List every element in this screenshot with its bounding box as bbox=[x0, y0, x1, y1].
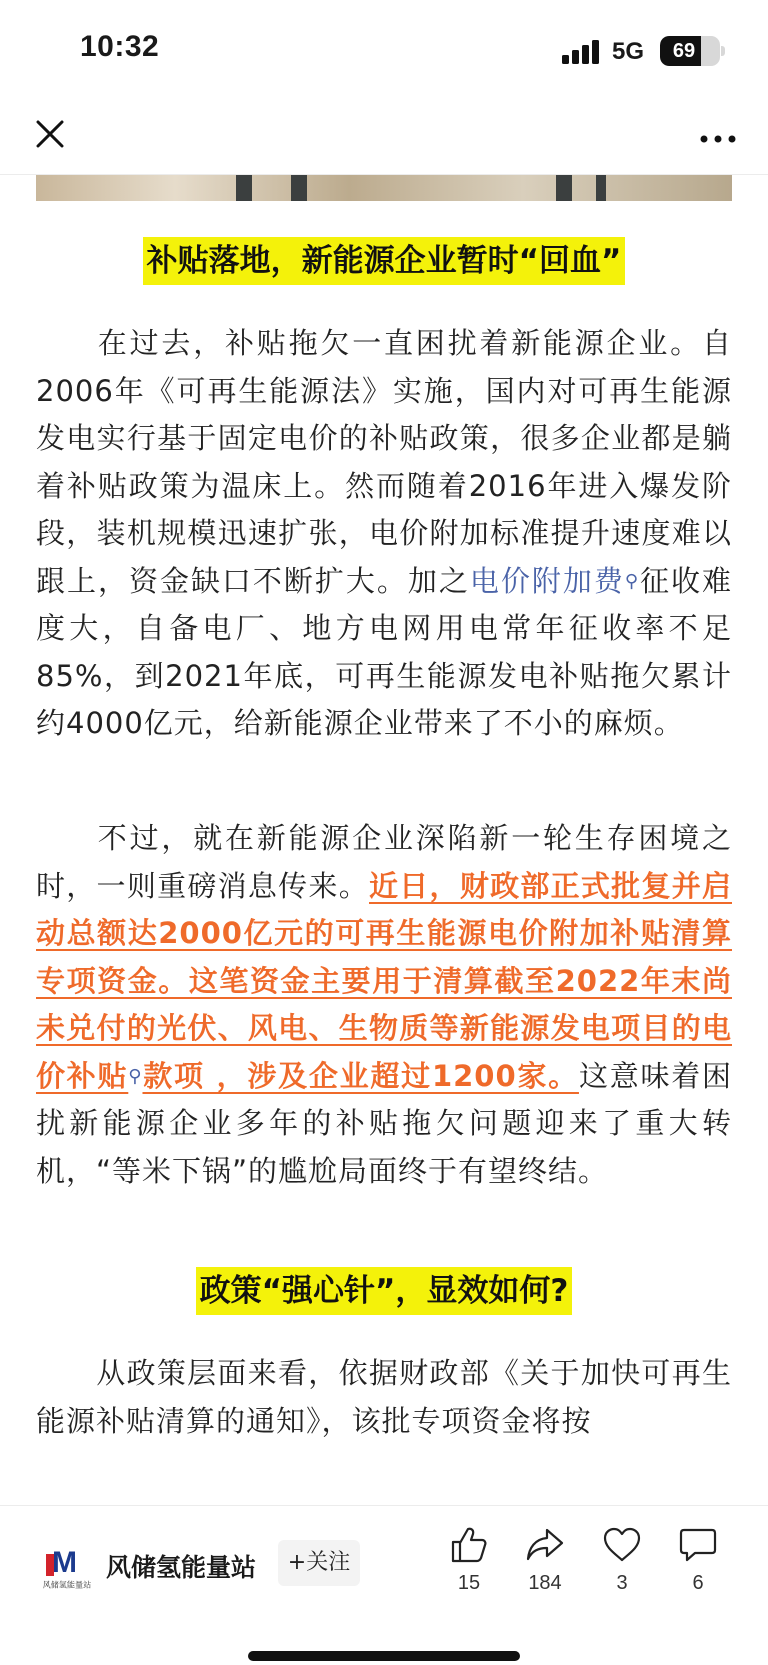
paragraph-3-text: 从政策层面来看，依据财政部《关于加快可再生能源补贴清算的通知》，该批专项资金将按 bbox=[36, 1356, 732, 1438]
share-icon bbox=[525, 1526, 565, 1564]
account-logo[interactable] bbox=[40, 1546, 92, 1596]
status-time: 10:32 bbox=[80, 30, 160, 63]
network-label: 5G bbox=[612, 38, 645, 65]
section-heading-1 bbox=[0, 235, 768, 280]
battery-value: 69 bbox=[672, 40, 696, 62]
link-electricity-surcharge[interactable]: 电价附加费 bbox=[469, 563, 625, 598]
search-icon[interactable]: ⚲ bbox=[128, 1065, 143, 1087]
paragraph-3 bbox=[36, 1350, 732, 1445]
paragraph-1-text-a: 在过去，补贴拖欠一直困扰着新能源企业。自2006年《可再生能源法》实施，国内对可再生能源发电实行基于固定电价的补贴政策，很多企业都是躺着补贴政策为温床上。然而随着2016年进入爆发阶段，装机规模迅速扩张，电价附加标准提升速度难以跟上，资金缺口不断扩大。加之 bbox=[36, 326, 732, 598]
paragraph-1-text-b: 征收难度大，自备电厂、地方电网用电常年征收率不足85%，到2021年底，可再生能源发电补贴拖欠累计约4000亿元，给新能源企业带来了不小的麻烦。 bbox=[36, 563, 732, 740]
link-electricity-subsidy[interactable]: 电价补贴 bbox=[36, 1011, 732, 1093]
home-indicator[interactable] bbox=[248, 1651, 520, 1661]
account-name[interactable]: 风储氢能量站 bbox=[106, 1553, 257, 1582]
logo-letter: M bbox=[52, 1546, 77, 1579]
battery-icon bbox=[660, 36, 720, 66]
like-count: 15 bbox=[457, 1572, 481, 1594]
nav-bar bbox=[0, 100, 768, 175]
signal-icon bbox=[562, 40, 602, 64]
section-heading-1-text: 补贴落地，新能源企业暂时“回血” bbox=[143, 237, 626, 285]
more-icon[interactable] bbox=[698, 130, 738, 142]
paragraph-1 bbox=[36, 320, 732, 748]
comment-count: 6 bbox=[692, 1572, 704, 1594]
highlight-text-a: 近日，财政部正式批复并启动总额达2000亿元的可再生能源电价附加补贴清算专项资金。这笔资金主要用于清算截至2022年末尚未兑付的光伏、风电、生物质等新能源发电项目的 bbox=[36, 868, 732, 1045]
comment-icon bbox=[678, 1526, 718, 1564]
section-heading-2 bbox=[0, 1265, 768, 1310]
paragraph-2-text-b: 这意味着困扰新能源企业多年的补贴拖欠问题迎来了重大转机，“等米下锅”的尴尬局面终于有望终结。 bbox=[36, 1058, 732, 1188]
favorite-count: 3 bbox=[616, 1572, 628, 1594]
status-bar bbox=[0, 0, 768, 100]
section-heading-2-text: 政策“强心针”，显效如何? bbox=[196, 1267, 573, 1315]
heart-icon bbox=[602, 1526, 642, 1564]
share-button[interactable] bbox=[510, 1526, 580, 1595]
comment-button[interactable] bbox=[663, 1526, 733, 1595]
bottom-bar bbox=[0, 1505, 768, 1665]
article-header-image bbox=[36, 175, 732, 201]
search-icon[interactable]: ⚲ bbox=[624, 570, 639, 592]
paragraph-2-text-a: 不过，就在新能源企业深陷新一轮生存困境之时，一则重磅消息传来。 bbox=[36, 821, 732, 903]
like-button[interactable] bbox=[434, 1526, 504, 1595]
battery-tip bbox=[721, 46, 725, 56]
follow-button[interactable]: +关注 bbox=[278, 1540, 360, 1586]
logo-text: 风储氢能量站 bbox=[42, 1581, 92, 1591]
share-count: 184 bbox=[528, 1572, 562, 1594]
highlight-text-b: 款项 ，涉及企业超过1200家。 bbox=[142, 1058, 579, 1093]
close-icon[interactable] bbox=[34, 118, 66, 150]
thumbs-up-icon bbox=[449, 1526, 489, 1564]
favorite-button[interactable] bbox=[587, 1526, 657, 1595]
article-body[interactable] bbox=[0, 175, 768, 1505]
paragraph-2 bbox=[36, 815, 732, 1195]
